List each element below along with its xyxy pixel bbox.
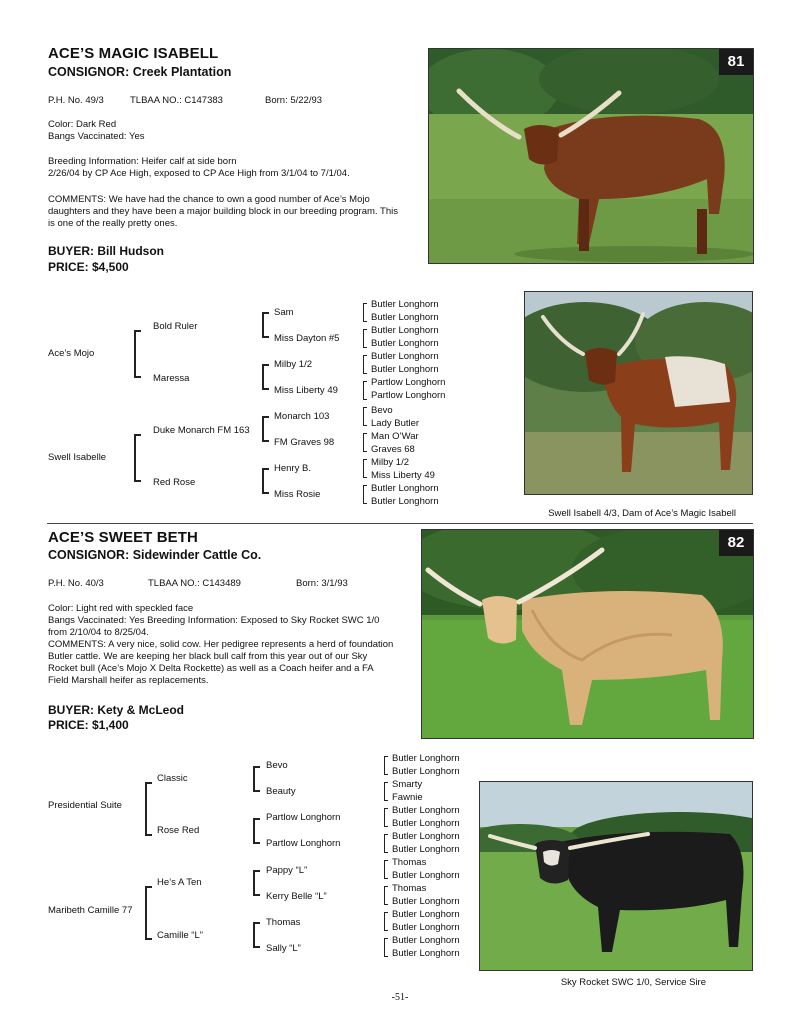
lot81-color: Color: Dark Red — [48, 119, 117, 130]
lot81-gen4-12: Graves 68 — [371, 444, 415, 455]
lot81-pedigree-sire: Ace’s Mojo — [48, 348, 95, 359]
lot81-bracket-g4-3 — [363, 355, 367, 374]
lot81-bracket-g4-4 — [363, 381, 367, 400]
lot82-gen2-3: He’s A Ten — [157, 877, 202, 888]
lot81-bracket-g4-1 — [363, 303, 367, 322]
lot81-gen2-3: Duke Monarch FM 163 — [153, 425, 250, 436]
lot82-ph-number: P.H. No. 40/3 — [48, 578, 104, 589]
lot82-bangs-breeding: Bangs Vaccinated: Yes Breeding Information: Exposed to Sky Rocket SWC 1/0 — [48, 615, 380, 626]
lot82-gen4-11: Thomas — [392, 883, 427, 894]
lot81-gen3-7: Henry B. — [274, 463, 311, 474]
lot81-gen4-9: Bevo — [371, 405, 393, 416]
lot82-service-sire-photo — [479, 781, 753, 971]
lot82-pedigree-dam: Maribeth Camille 77 — [48, 905, 133, 916]
lot82-gen3-4: Partlow Longhorn — [266, 838, 341, 849]
lot82-bracket-g3-1 — [253, 766, 260, 792]
lot82-born: Born: 3/1/93 — [296, 578, 348, 589]
lot81-bracket-dam — [134, 434, 141, 482]
lot82-cow-illustration — [422, 530, 753, 738]
lot81-bracket-g3-4 — [262, 468, 269, 494]
lot82-bracket-g3-3 — [253, 870, 260, 896]
lot81-gen3-5: Monarch 103 — [274, 411, 330, 422]
lot82-price: PRICE: $1,400 — [48, 718, 129, 732]
lot82-bracket-g3-2 — [253, 818, 260, 844]
lot82-service-sire-caption: Sky Rocket SWC 1/0, Service Sire — [560, 977, 706, 988]
lot82-gen3-5: Pappy “L” — [266, 865, 308, 876]
lot82-bracket-g4-3 — [384, 808, 388, 827]
lot81-gen4-11: Man O’War — [371, 431, 419, 442]
lot82-bracket-g4-8 — [384, 938, 388, 957]
lot82-gen4-14: Butler Longhorn — [392, 922, 460, 933]
lot81-gen4-13: Milby 1/2 — [371, 457, 410, 468]
lot82-consignor: CONSIGNOR: Sidewinder Cattle Co. — [48, 548, 262, 562]
lot82-gen3-6: Kerry Belle “L” — [266, 891, 327, 902]
lot82-gen4-2: Butler Longhorn — [392, 766, 460, 777]
lot81-bracket-g3-3 — [262, 416, 269, 442]
lot81-gen2-1: Bold Ruler — [153, 321, 198, 332]
lot82-gen3-8: Sally “L” — [266, 943, 301, 954]
lot81-gen4-4: Butler Longhorn — [371, 338, 439, 349]
lot81-dam-photo — [524, 291, 753, 495]
lot82-buyer: BUYER: Kety & McLeod — [48, 703, 185, 717]
lot81-bracket-g3-1 — [262, 312, 269, 338]
lot82-bracket-dam — [145, 886, 152, 940]
lot81-bracket-g3-2 — [262, 364, 269, 390]
lot81-gen3-2: Miss Dayton #5 — [274, 333, 340, 344]
lot81-bracket-g4-5 — [363, 407, 367, 426]
lot81-dam-caption: Swell Isabell 4/3, Dam of Ace’s Magic Isabell — [548, 508, 736, 519]
lot82-gen2-2: Rose Red — [157, 825, 200, 836]
lot81-gen4-10: Lady Butler — [371, 418, 420, 429]
lot82-comments-4: Field Marshall heifer as replacements. — [48, 675, 209, 686]
lot82-tlbaa-number: TLBAA NO.: C143489 — [148, 578, 241, 589]
lot82-gen4-7: Butler Longhorn — [392, 831, 460, 842]
lot81-bracket-g4-6 — [363, 433, 367, 452]
lot82-bracket-g4-1 — [384, 756, 388, 775]
lot81-gen4-16: Butler Longhorn — [371, 496, 439, 507]
lot82-gen4-13: Butler Longhorn — [392, 909, 460, 920]
lot82-gen4-5: Butler Longhorn — [392, 805, 460, 816]
lot82-gen4-10: Butler Longhorn — [392, 870, 460, 881]
lot81-gen4-6: Butler Longhorn — [371, 364, 439, 375]
lot82-bracket-g4-5 — [384, 860, 388, 879]
lot82-comments-2: Butler cattle. We are keeping her black bull calf from this year out of our Sky — [48, 651, 368, 662]
lot81-price: PRICE: $4,500 — [48, 260, 129, 274]
lot81-title: ACE’S MAGIC ISABELL — [48, 45, 219, 62]
lot81-bracket-g4-8 — [363, 485, 367, 504]
lot82-comments: COMMENTS: A very nice, solid cow. Her pedigree represents a herd of foundation — [48, 639, 394, 650]
lot82-gen4-3: Smarty — [392, 779, 423, 790]
lot81-tlbaa-number: TLBAA NO.: C147383 — [130, 95, 223, 106]
lot82-number-badge: 82 — [719, 530, 753, 556]
lot81-gen2-2: Maressa — [153, 373, 190, 384]
lot82-gen4-12: Butler Longhorn — [392, 896, 460, 907]
lot82-cow-photo — [421, 529, 754, 739]
lot82-gen4-16: Butler Longhorn — [392, 948, 460, 959]
lot81-ph-number: P.H. No. 49/3 — [48, 95, 104, 106]
lot82-gen2-1: Classic — [157, 773, 188, 784]
lot81-gen4-7: Partlow Longhorn — [371, 377, 446, 388]
lot81-gen2-4: Red Rose — [153, 477, 196, 488]
lot81-breeding-info-2: 2/26/04 by CP Ace High, exposed to CP Ace High from 3/1/04 to 7/1/04. — [48, 168, 350, 179]
lot81-gen4-15: Butler Longhorn — [371, 483, 439, 494]
section-divider — [47, 523, 753, 524]
lot82-pedigree-sire: Presidential Suite — [48, 800, 122, 811]
lot82-gen3-7: Thomas — [266, 917, 301, 928]
lot82-gen3-2: Beauty — [266, 786, 296, 797]
lot81-gen4-2: Butler Longhorn — [371, 312, 439, 323]
lot81-born: Born: 5/22/93 — [265, 95, 323, 106]
lot81-breeding-info: Breeding Information: Heifer calf at side born — [48, 156, 237, 167]
lot82-bracket-sire — [145, 782, 152, 836]
lot82-gen4-4: Fawnie — [392, 792, 423, 803]
lot81-pedigree-dam: Swell Isabelle — [48, 452, 107, 463]
lot82-bracket-g4-7 — [384, 912, 388, 931]
lot81-consignor: CONSIGNOR: Creek Plantation — [48, 65, 232, 79]
lot81-bangs: Bangs Vaccinated: Yes — [48, 131, 145, 142]
lot81-bracket-g4-7 — [363, 459, 367, 478]
lot82-gen4-1: Butler Longhorn — [392, 753, 460, 764]
page-number: -51- — [391, 992, 409, 1003]
lot82-gen4-15: Butler Longhorn — [392, 935, 460, 946]
lot81-gen3-1: Sam — [274, 307, 294, 318]
lot82-color: Color: Light red with speckled face — [48, 603, 194, 614]
lot82-bracket-g4-6 — [384, 886, 388, 905]
lot81-comments-2: daughters and they have been a major building block in our breeding program. This — [48, 206, 398, 217]
lot81-bracket-g4-2 — [363, 329, 367, 348]
lot82-gen4-9: Thomas — [392, 857, 427, 868]
lot82-gen3-1: Bevo — [266, 760, 288, 771]
lot81-gen4-14: Miss Liberty 49 — [371, 470, 435, 481]
lot81-gen3-4: Miss Liberty 49 — [274, 385, 338, 396]
lot82-gen2-4: Camille “L” — [157, 930, 203, 941]
lot82-gen4-6: Butler Longhorn — [392, 818, 460, 829]
lot82-breeding-info-2: from 2/10/04 to 8/25/04. — [48, 627, 149, 638]
lot82-gen3-3: Partlow Longhorn — [266, 812, 341, 823]
lot81-gen4-3: Butler Longhorn — [371, 325, 439, 336]
lot82-bracket-g3-4 — [253, 922, 260, 948]
lot82-gen4-8: Butler Longhorn — [392, 844, 460, 855]
lot81-bracket-sire — [134, 330, 141, 378]
lot82-bracket-g4-4 — [384, 834, 388, 853]
lot82-comments-3: Rocket bull (Ace’s Mojo X Delta Rockette) as well as a Coach heifer and a FA — [48, 663, 374, 674]
lot81-cow-illustration — [429, 49, 753, 263]
lot81-comments: COMMENTS: We have had the chance to own a good number of Ace’s Mojo — [48, 194, 370, 205]
lot81-buyer: BUYER: Bill Hudson — [48, 244, 164, 258]
lot81-gen4-1: Butler Longhorn — [371, 299, 439, 310]
lot81-gen4-5: Butler Longhorn — [371, 351, 439, 362]
lot81-gen3-3: Milby 1/2 — [274, 359, 313, 370]
lot81-gen4-8: Partlow Longhorn — [371, 390, 446, 401]
lot82-title: ACE’S SWEET BETH — [48, 529, 198, 546]
lot82-service-sire-illustration — [480, 782, 752, 970]
lot81-cow-photo — [428, 48, 754, 264]
lot81-gen3-6: FM Graves 98 — [274, 437, 335, 448]
lot81-gen3-8: Miss Rosie — [274, 489, 321, 500]
lot81-number-badge: 81 — [719, 49, 753, 75]
lot82-bracket-g4-2 — [384, 782, 388, 801]
lot81-comments-3: is one of the really pretty ones. — [48, 218, 178, 229]
lot81-dam-illustration — [525, 292, 752, 494]
